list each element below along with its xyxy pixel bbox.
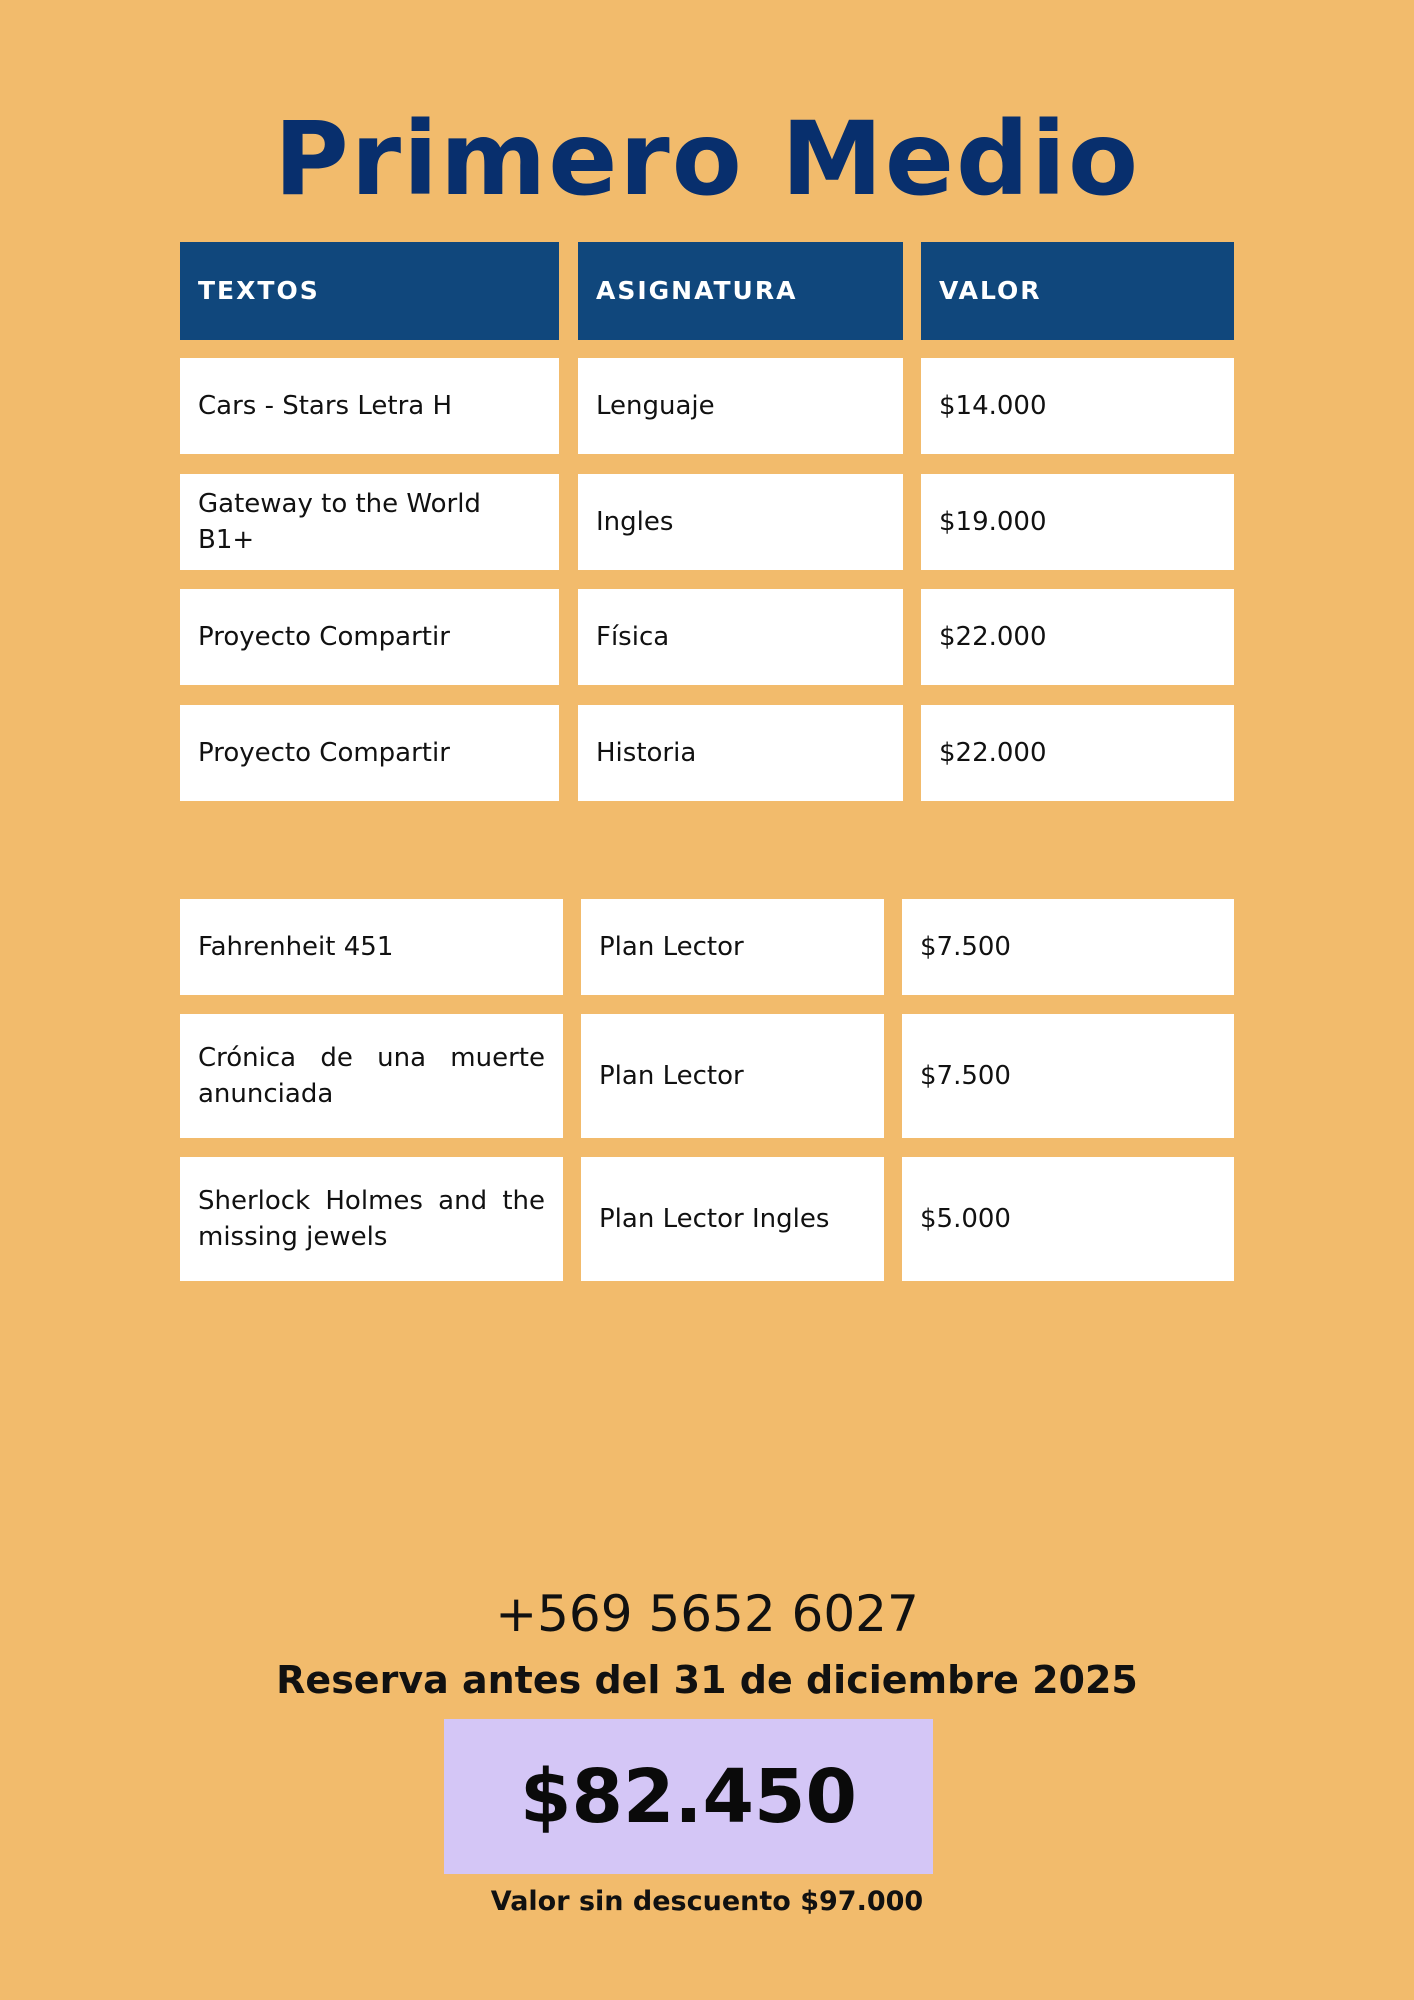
cell-text: Proyecto Compartir xyxy=(198,622,450,652)
table-cell-text xyxy=(180,474,559,570)
header-textos xyxy=(180,242,559,340)
cell-price: $19.000 xyxy=(939,507,1047,537)
header-label: VALOR xyxy=(939,276,1042,305)
cell-price: $7.500 xyxy=(920,932,1011,962)
total-price-box xyxy=(444,1719,933,1874)
cell-subject: Plan Lector Ingles xyxy=(599,1204,830,1234)
cell-price: $14.000 xyxy=(939,391,1047,421)
reading-cell-text xyxy=(180,1157,563,1281)
cell-subject: Física xyxy=(596,622,670,652)
cell-subject: Lenguaje xyxy=(596,391,715,421)
page-title: Primero Medio xyxy=(273,100,1141,219)
table-cell-price xyxy=(921,358,1234,454)
table-cell-text xyxy=(180,358,559,454)
reading-cell-subject xyxy=(581,899,884,995)
reading-cell-price xyxy=(902,1014,1234,1138)
reading-cell-subject xyxy=(581,1014,884,1138)
table-cell-price xyxy=(921,705,1234,801)
table-cell-price xyxy=(921,589,1234,685)
cell-subject: Ingles xyxy=(596,507,674,537)
cell-subject: Plan Lector xyxy=(599,1061,744,1091)
table-cell-price xyxy=(921,474,1234,570)
table-cell-subject xyxy=(578,589,903,685)
reading-cell-text xyxy=(180,1014,563,1138)
cell-text: Proyecto Compartir xyxy=(198,738,450,768)
reading-cell-text xyxy=(180,899,563,995)
cell-text: Gateway to the World B1+ xyxy=(198,489,481,555)
total-price: $82.450 xyxy=(519,1753,858,1840)
cell-price: $22.000 xyxy=(939,738,1047,768)
phone-number: +569 5652 6027 xyxy=(495,1585,919,1643)
header-label: ASIGNATURA xyxy=(596,276,798,305)
reading-cell-subject xyxy=(581,1157,884,1281)
table-cell-subject xyxy=(578,358,903,454)
cell-text: Crónica de una muerte anunciada xyxy=(198,1043,545,1109)
cell-subject: Plan Lector xyxy=(599,932,744,962)
table-cell-text xyxy=(180,705,559,801)
cell-subject: Historia xyxy=(596,738,697,768)
header-label: TEXTOS xyxy=(198,276,320,305)
table-cell-text xyxy=(180,589,559,685)
cell-price: $7.500 xyxy=(920,1061,1011,1091)
cell-price: $22.000 xyxy=(939,622,1047,652)
table-cell-subject xyxy=(578,705,903,801)
cell-text: Sherlock Holmes and the missing jewels xyxy=(198,1186,545,1252)
cell-text: Fahrenheit 451 xyxy=(198,932,394,962)
cell-text: Cars - Stars Letra H xyxy=(198,391,453,421)
discount-note: Valor sin descuento $97.000 xyxy=(490,1886,924,1917)
reading-cell-price xyxy=(902,1157,1234,1281)
cell-price: $5.000 xyxy=(920,1204,1011,1234)
reading-cell-price xyxy=(902,899,1234,995)
table-cell-subject xyxy=(578,474,903,570)
header-asignatura xyxy=(578,242,903,340)
reservation-deadline: Reserva antes del 31 de diciembre 2025 xyxy=(276,1658,1138,1702)
header-valor xyxy=(921,242,1234,340)
